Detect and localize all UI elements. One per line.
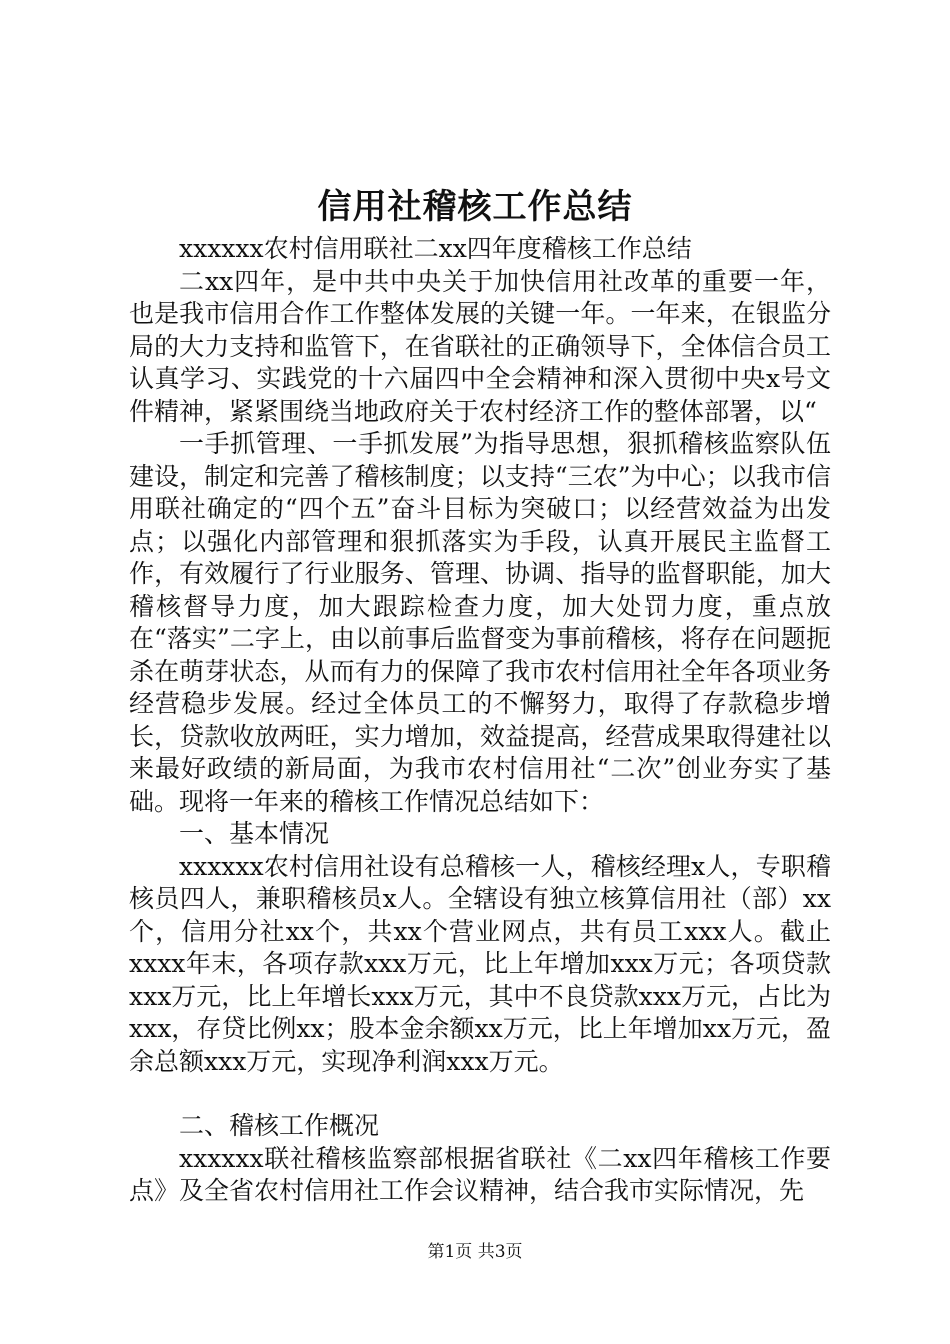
- section-heading-basic: 一、基本情况: [179, 819, 330, 848]
- document-body: [129, 233, 831, 1208]
- subtitle-paragraph: xxxxxx农村信用联社二xx四年度稽核工作总结: [179, 234, 692, 263]
- page-number-footer: 第1页 共3页: [427, 1242, 523, 1262]
- basic-info-paragraph: xxxxxx农村信用社设有总稽核一人，稽核经理x人，专职稽核员四人，兼职稽核员x人。全辖设有独立核算信用社（部）xx个，信用分社xx个，共xx个营业网点，共有员工xxx人。截止xxxx年末，各项存款xxx万元，比上年增加xxx万元；各项贷款xxx万元，比上年增长xxx万元，其中不良贷款xxx万元，占比为xxx，存贷比例xx；股本金余额xx万元，比上年增加xx万元，盈余总额xxx万元，实现净利润xxx万元。: [129, 851, 831, 1076]
- section-heading-overview: 二、稽核工作概况: [179, 1111, 380, 1140]
- summary-paragraph: 一手抓管理、一手抓发展”为指导思想，狠抓稽核监察队伍建设，制定和完善了稽核制度；以支持“三农”为中心；以我市信用联社确定的“四个五”奋斗目标为突破口；以经营效益为出发点；以强化内部管理和狠抓落实为手段，认真开展民主监督工作，有效履行了行业服务、管理、协调、指导的监督职能，加大稽核督导力度，加大跟踪检查力度，加大处罚力度，重点放在“落实”二字上，由以前事后监督变为事前稽核，将存在问题扼杀在萌芽状态，从而有力的保障了我市农村信用社全年各项业务经营稳步发展。经过全体员工的不懈努力，取得了存款稳步增长，贷款收放两旺，实力增加，效益提高，经营成果取得建社以来最好政绩的新局面，为我市农村信用社“二次”创业夯实了基础。现将一年来的稽核工作情况总结如下：: [129, 429, 831, 816]
- intro-paragraph: 二xx四年，是中共中央关于加快信用社改革的重要一年，也是我市信用合作工作整体发展的关键一年。一年来，在银监分局的大力支持和监管下，在省联社的正确领导下，全体信合员工认真学习、实践党的十六届四中全会精神和深入贯彻中央x号文件精神，紧紧围绕当地政府关于农村经济工作的整体部署，以“: [129, 266, 831, 426]
- overview-paragraph: xxxxxx联社稽核监察部根据省联社《二xx四年稽核工作要点》及全省农村信用社工作会议精神，结合我市实际情况，先: [129, 1143, 831, 1205]
- document-title: 信用社稽核工作总结: [317, 187, 633, 227]
